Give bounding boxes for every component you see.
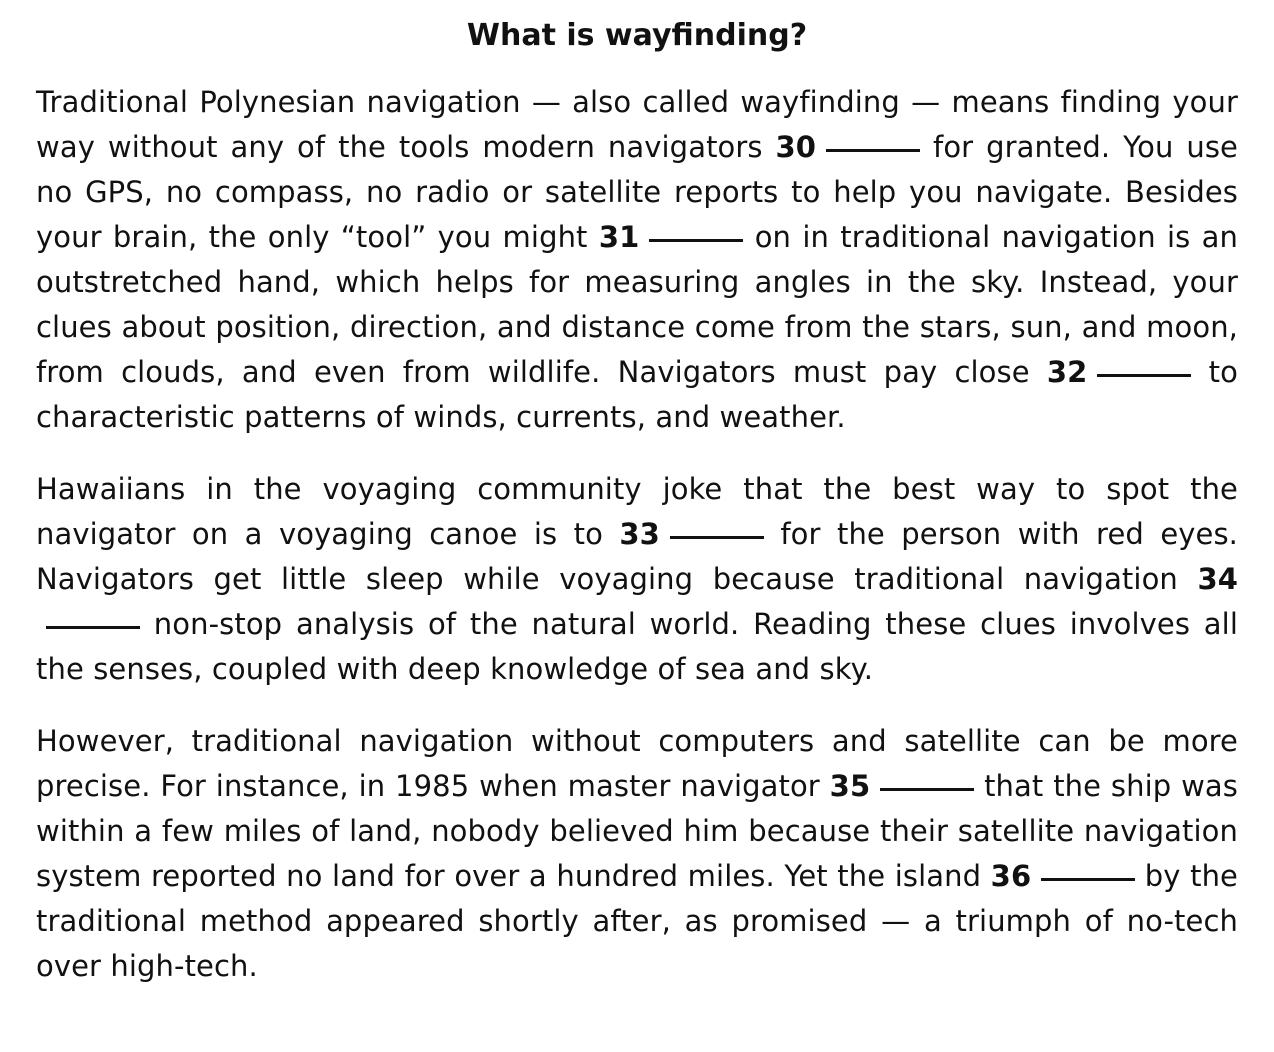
paragraph-text: to characteristic patterns of winds, currents, and weather. [36, 355, 1238, 434]
paragraph-text: However, traditional navigation without computers and satellite can be more precise. For instance, in 1985 when master navigator [36, 724, 1238, 803]
blank-number-31: 31 [598, 220, 640, 254]
blank-number-33: 33 [619, 517, 660, 551]
paragraph-text: for the person with red eyes. Navigators get little sleep while voyaging because traditional navigation [36, 517, 1238, 596]
paragraph [36, 719, 1238, 989]
document-body [36, 80, 1238, 989]
paragraph-text: Traditional Polynesian navigation — also called wayfinding — means finding your way without any of the tools modern navigators [36, 85, 1238, 164]
answer-blank-36[interactable] [1041, 878, 1135, 881]
answer-blank-35[interactable] [880, 788, 974, 791]
blank-number-35: 35 [829, 769, 871, 803]
blank-number-32: 32 [1046, 355, 1088, 389]
document-title: What is wayfinding? [466, 18, 808, 53]
blank-number-30: 30 [775, 130, 817, 164]
answer-blank-34[interactable] [46, 626, 140, 629]
blank-number-36: 36 [990, 859, 1032, 893]
paragraph-text: by the traditional method appeared shortly after, as promised — a triumph of no-tech over high-tech. [36, 859, 1238, 983]
answer-blank-31[interactable] [649, 239, 743, 242]
paragraph-text: for granted. You use no GPS, no compass, no radio or satellite reports to help you navigate. Besides your brain, the only “tool” you might [36, 130, 1238, 254]
answer-blank-33[interactable] [670, 536, 764, 539]
paragraph-text: that the ship was within a few miles of land, nobody believed him because their satellite navigation system reported no land for over a hundred miles. Yet the island [36, 769, 1239, 893]
blank-number-34: 34 [1197, 562, 1238, 596]
answer-blank-30[interactable] [826, 149, 920, 152]
paragraph [36, 80, 1238, 440]
paragraph-text: non-stop analysis of the natural world. Reading these clues involves all the senses, coupled with deep knowledge of sea and sky. [36, 607, 1238, 686]
answer-blank-32[interactable] [1097, 374, 1191, 377]
paragraph-text: Hawaiians in the voyaging community joke that the best way to spot the navigator on a voyaging canoe is to [36, 472, 1238, 551]
paragraph [36, 467, 1238, 692]
paragraph-text: on in traditional navigation is an outstretched hand, which helps for measuring angles in the sky. Instead, your clues about position, direction, and distance come from the stars, sun, and moon, from clouds, and even from wildlife. Navigators must pay close [36, 220, 1238, 389]
